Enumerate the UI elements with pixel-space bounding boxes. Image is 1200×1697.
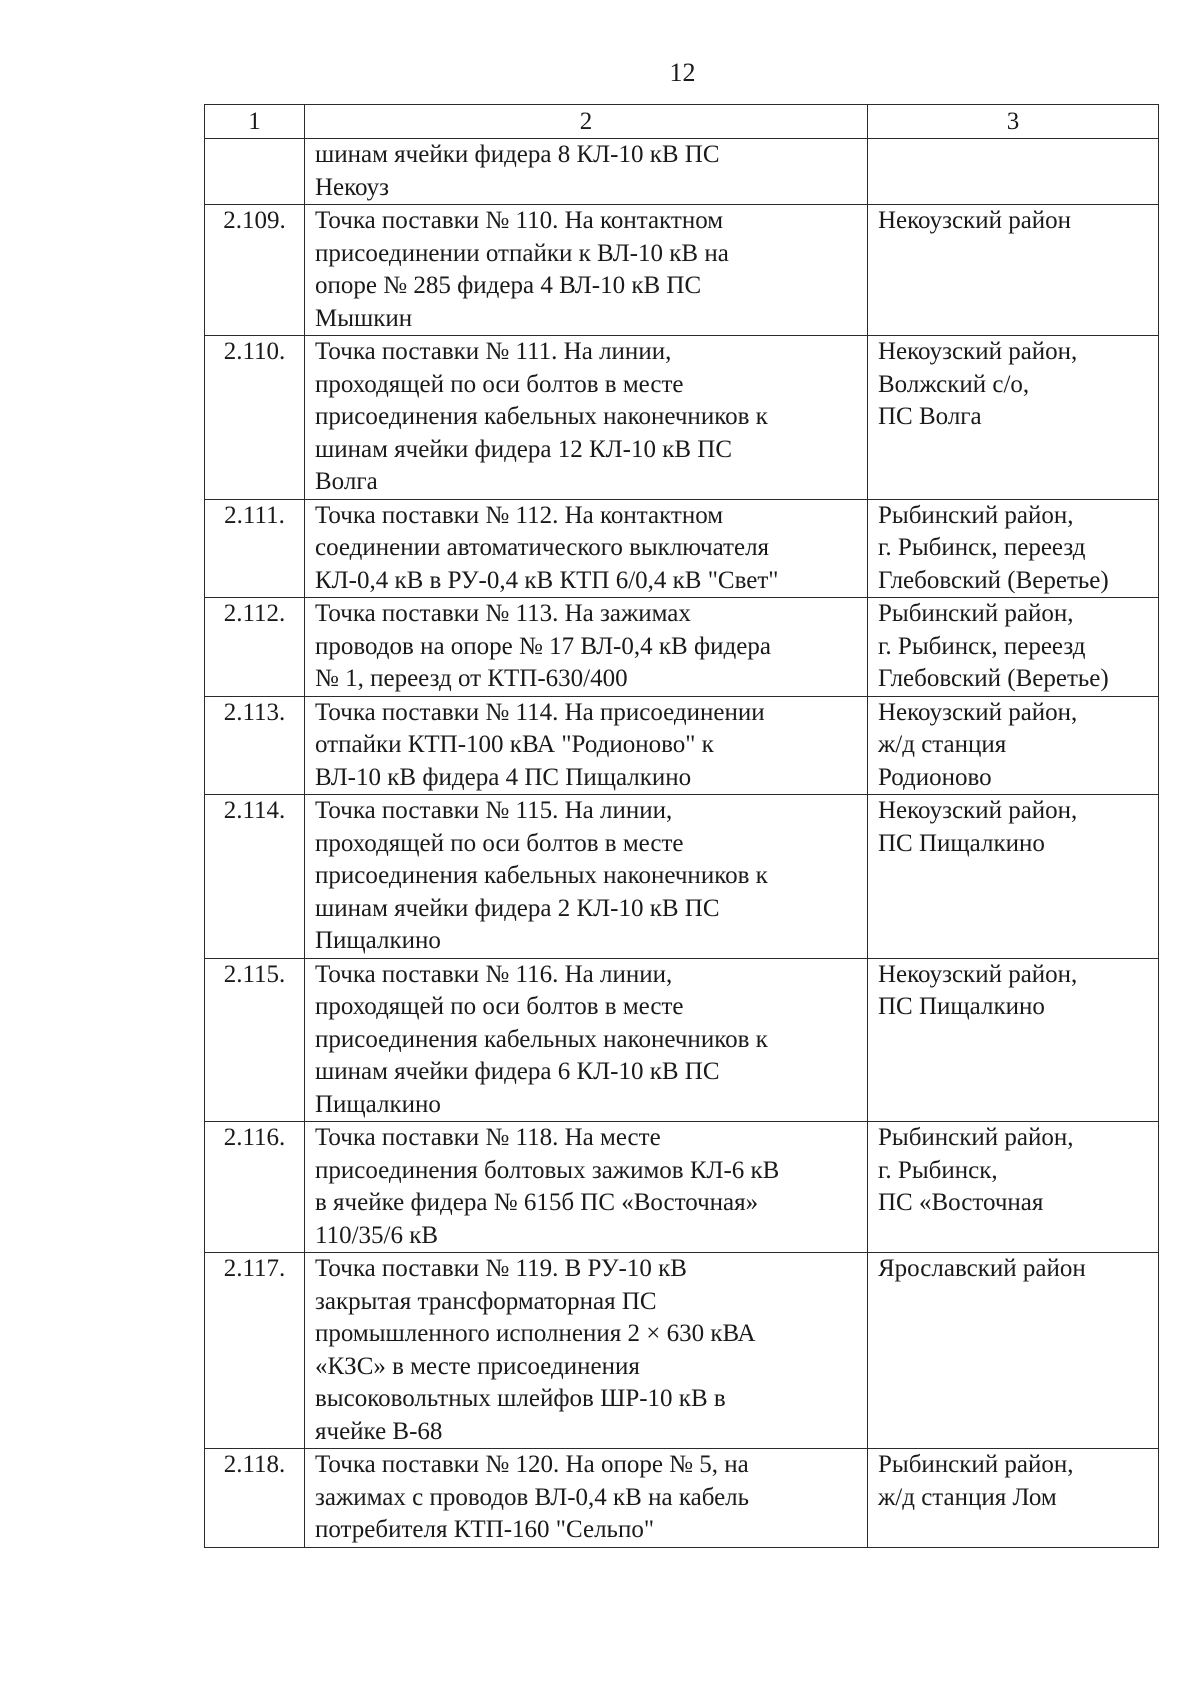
row-location: Рыбинский район, г. Рыбинск, ПС «Восточная [868, 1122, 1159, 1253]
row-location: Рыбинский район, ж/д станция Лом [868, 1449, 1159, 1548]
row-description: Точка поставки № 110. На контактном присоединении отпайки к ВЛ-10 кВ на опоре № 285 фидера 4 ВЛ-10 кВ ПС Мышкин [305, 205, 868, 336]
table-row [205, 205, 1159, 336]
table-row [205, 499, 1159, 598]
row-description: Точка поставки № 114. На присоединении отпайки КТП-100 кВА "Родионово" к ВЛ-10 кВ фидера 4 ПС Пищалкино [305, 696, 868, 795]
row-number: 2.112. [205, 598, 305, 697]
table-row [205, 696, 1159, 795]
row-description: Точка поставки № 112. На контактном соединении автоматического выключателя КЛ-0,4 кВ в РУ-0,4 кВ КТП 6/0,4 кВ "Свет" [305, 499, 868, 598]
table-row [205, 1122, 1159, 1253]
table-row [205, 958, 1159, 1122]
column-header-2: 2 [305, 105, 868, 139]
table-row [205, 795, 1159, 959]
row-description: шинам ячейки фидера 8 КЛ-10 кВ ПС Некоуз [305, 139, 868, 205]
table-row [205, 1449, 1159, 1548]
table-row [205, 598, 1159, 697]
row-number: 2.114. [205, 795, 305, 959]
row-description: Точка поставки № 120. На опоре № 5, на зажимах с проводов ВЛ-0,4 кВ на кабель потребителя КТП-160 "Сельпо" [305, 1449, 868, 1548]
row-location: Некоузский район, ПС Пищалкино [868, 795, 1159, 959]
row-number: 2.109. [205, 205, 305, 336]
row-description: Точка поставки № 113. На зажимах проводов на опоре № 17 ВЛ-0,4 кВ фидера № 1, переезд от КТП-630/400 [305, 598, 868, 697]
row-number: 2.110. [205, 336, 305, 500]
row-number: 2.113. [205, 696, 305, 795]
row-location: Рыбинский район, г. Рыбинск, переезд Глебовский (Веретье) [868, 598, 1159, 697]
row-location: Некоузский район, Волжский с/о, ПС Волга [868, 336, 1159, 500]
table-row [205, 1253, 1159, 1449]
row-description: Точка поставки № 116. На линии, проходящей по оси болтов в месте присоединения кабельных наконечников к шинам ячейки фидера 6 КЛ-10 кВ ПС Пищалкино [305, 958, 868, 1122]
row-number: 2.111. [205, 499, 305, 598]
row-number [205, 139, 305, 205]
row-number: 2.118. [205, 1449, 305, 1548]
table-row [205, 336, 1159, 500]
table-header-row [205, 105, 1159, 139]
row-number: 2.116. [205, 1122, 305, 1253]
row-location: Некоузский район [868, 205, 1159, 336]
table-row [205, 139, 1159, 205]
row-description: Точка поставки № 118. На месте присоединения болтовых зажимов КЛ-6 кВ в ячейке фидера № 615б ПС «Восточная» 110/35/6 кВ [305, 1122, 868, 1253]
row-description: Точка поставки № 115. На линии, проходящей по оси болтов в месте присоединения кабельных наконечников к шинам ячейки фидера 2 КЛ-10 кВ ПС Пищалкино [305, 795, 868, 959]
row-location [868, 139, 1159, 205]
row-description: Точка поставки № 119. В РУ-10 кВ закрытая трансформаторная ПС промышленного исполнения 2 × 630 кВА «КЗС» в месте присоединения высоковольтных шлейфов ШР-10 кВ в ячейке В-68 [305, 1253, 868, 1449]
row-location: Некоузский район, ж/д станция Родионово [868, 696, 1159, 795]
row-number: 2.117. [205, 1253, 305, 1449]
page-number: 12 [669, 58, 696, 87]
row-location: Рыбинский район, г. Рыбинск, переезд Глебовский (Веретье) [868, 499, 1159, 598]
row-location: Некоузский район, ПС Пищалкино [868, 958, 1159, 1122]
column-header-1: 1 [205, 105, 305, 139]
row-number: 2.115. [205, 958, 305, 1122]
column-header-3: 3 [868, 105, 1159, 139]
delivery-points-table [204, 104, 1159, 1548]
row-description: Точка поставки № 111. На линии, проходящей по оси болтов в месте присоединения кабельных наконечников к шинам ячейки фидера 12 КЛ-10 кВ ПС Волга [305, 336, 868, 500]
row-location: Ярославский район [868, 1253, 1159, 1449]
